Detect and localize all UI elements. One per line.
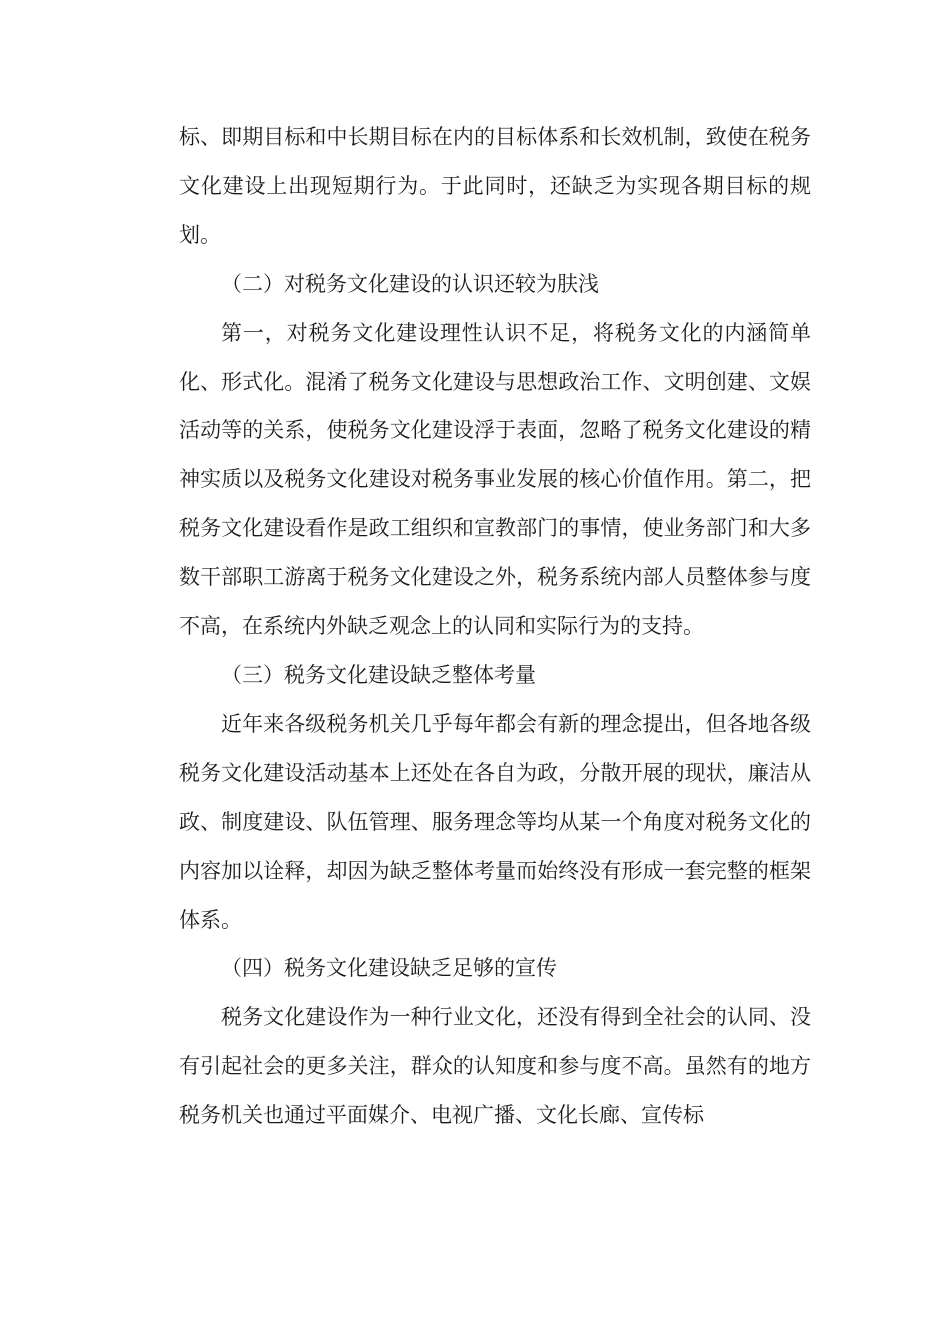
section-heading: （二）对税务文化建设的认识还较为肤浅	[221, 271, 599, 296]
body-paragraph: 第一，对税务文化建设理性认识不足，将税务文化的内涵简单化、形式化。混淆了税务文化建设与思想政治工作、文明创建、文娱活动等的关系，使税务文化建设浮于表面，忽略了税务文化建设的精神实质以及税务文化建设对税务事业发展的核心价值作用。第二，把税务文化建设看作是政工组织和宣教部门的事情，使业务部门和大多数干部职工游离于税务文化建设之外，税务系统内部人员整体参与度不高，在系统内外缺乏观念上的认同和实际行为的支持。	[179, 320, 811, 639]
section-heading: （三）税务文化建设缺乏整体考量	[221, 662, 536, 687]
body-paragraph: 标、即期目标和中长期目标在内的目标体系和长效机制，致使在税务文化建设上出现短期行为。于此同时，还缺乏为实现各期目标的规划。	[179, 125, 811, 247]
body-paragraph: 税务文化建设作为一种行业文化，还没有得到全社会的认同、没有引起社会的更多关注，群众的认知度和参与度不高。虽然有的地方税务机关也通过平面媒介、电视广播、文化长廊、宣传标	[179, 1005, 811, 1128]
section-heading: （四）税务文化建设缺乏足够的宣传	[221, 956, 557, 981]
document-page	[179, 113, 811, 1140]
body-paragraph: 近年来各级税务机关几乎每年都会有新的理念提出，但各地各级税务文化建设活动基本上还处在各自为政，分散开展的现状，廉洁从政、制度建设、队伍管理、服务理念等均从某一个角度对税务文化的内容加以诠释，却因为缺乏整体考量而始终没有形成一套完整的框架体系。	[179, 711, 811, 932]
